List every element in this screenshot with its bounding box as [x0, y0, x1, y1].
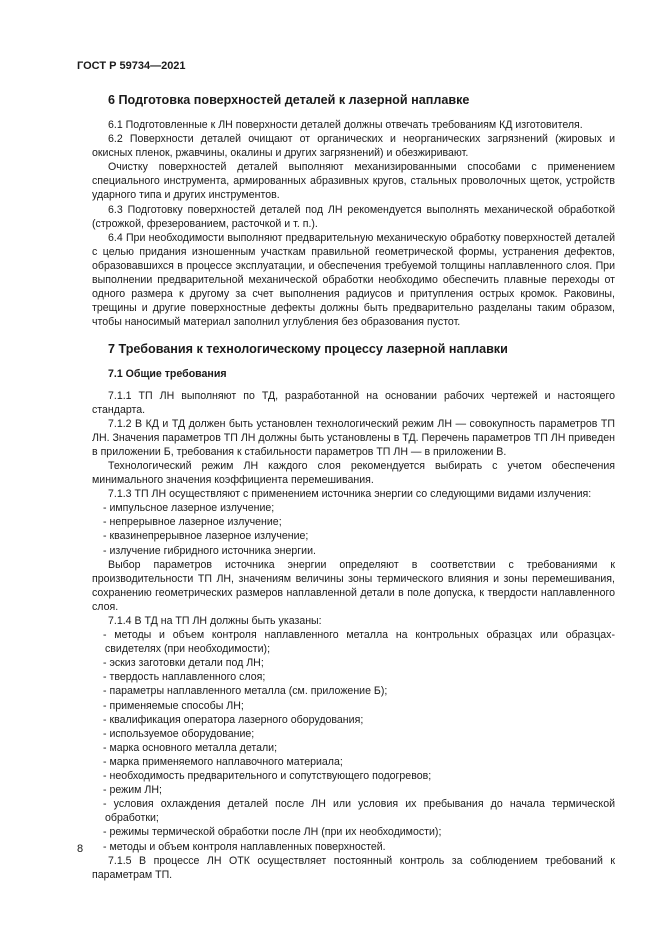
list-item: - непрерывное лазерное излучение; [103, 516, 282, 529]
paragraph-6-1: 6.1 Подготовленные к ЛН поверхности деталей должны отвечать требованиям КД изготовителя. [108, 119, 583, 131]
paragraph-7-1-2-mode: Технологический режим ЛН каждого слоя рекомендуется выбирать с учетом обеспечения минимального значения коэффициента перемешивания. [92, 459, 615, 487]
list-item: - условия охлаждения деталей после ЛН или условия их пребывания до начала термической обработки; [103, 798, 615, 825]
paragraph-6-4: 6.4 При необходимости выполняют предварительную механическую обработку поверхностей деталей с целью придания изношенным участкам правильной геометрической формы, устранения дефектов, образовавшихся в процессе эксплуатации, и обеспечения требуемой толщины наплавленного слоя. При выполнении предварительной механической обработки необходимо обеспечить плавные переходы от одного размера к другому за счет выполнения радиусов и притупления острых кромок. Раковины, трещины и другие поверхностные дефекты должны быть предварительно разделаны таким образом, чтобы наносимый материал заполнил углубления без образования пустот. [92, 231, 615, 329]
paragraph-7-1-3: 7.1.3 ТП ЛН осуществляют с применением источника энергии со следующими видами излучения: [108, 488, 592, 501]
list-item: - параметры наплавленного металла (см. приложение Б); [103, 685, 388, 698]
list-item: - импульсное лазерное излучение; [103, 502, 275, 515]
paragraph-6-3: 6.3 Подготовку поверхностей деталей под ЛН рекомендуется выполнять механической обработкой (строжкой, фрезерованием, расточкой и т. п.). [92, 203, 615, 230]
subsection-7-1-title: 7.1 Общие требования [108, 368, 227, 381]
list-item: - эскиз заготовки детали под ЛН; [103, 657, 264, 670]
list-item: - режим ЛН; [103, 784, 162, 797]
page-number: 8 [77, 843, 84, 855]
list-item: - твердость наплавленного слоя; [103, 671, 266, 684]
paragraph-7-1-1: 7.1.1 ТП ЛН выполняют по ТД, разработанной на основании рабочих чертежей и настоящего стандарта. [92, 389, 615, 416]
list-item: - используемое оборудование; [103, 727, 255, 740]
paragraph-6-2-cleaning: Очистку поверхностей деталей выполняют механизированными способами с применением специального инструмента, армированных абразивных кругов, стальных проволочных щеток, устройств ударного типа и других инструментов. [92, 161, 615, 202]
document-header: ГОСТ Р 59734—2021 [77, 60, 186, 72]
list-item: - режимы термической обработки после ЛН (при их необходимости); [103, 826, 442, 839]
list-item: - квалификация оператора лазерного оборудования; [103, 713, 364, 726]
td-requirements-list [92, 628, 615, 854]
section-7-title: 7 Требования к технологическому процессу лазерной наплавки [108, 342, 508, 357]
paragraph-6-2: 6.2 Поверхности деталей очищают от органических и неорганических загрязнений (жировых и окисных пленок, ржавчины, окалины и других загрязнений) и обезжиривают. [92, 133, 615, 160]
list-item: - излучение гибридного источника энергии. [103, 544, 316, 557]
list-item: - необходимость предварительного и сопутствующего подогревов; [103, 770, 432, 783]
section-6-title: 6 Подготовка поверхностей деталей к лазерной наплавке [108, 93, 470, 107]
list-item: - квазинепрерывное лазерное излучение; [103, 530, 309, 543]
list-item: - марка применяемого наплавочного материала; [103, 755, 343, 768]
paragraph-7-1-5: 7.1.5 В процессе ЛН ОТК осуществляет постоянный контроль за соблюдением требований к параметрам ТП. [92, 854, 615, 881]
paragraph-7-1-4: 7.1.4 В ТД на ТП ЛН должны быть указаны: [108, 615, 322, 627]
list-item: - применяемые способы ЛН; [103, 699, 244, 712]
list-item: - методы и объем контроля наплавленных поверхностей. [103, 840, 386, 853]
paragraph-7-1-2: 7.1.2 В КД и ТД должен быть установлен технологический режим ЛН — совокупность параметров ТП ЛН. Значения параметров ТП ЛН должны быть установлены в ТД. Перечень параметров ТП ЛН приведен в приложении Б, требования к стабильности параметров ТП ЛН — в приложении В. [92, 417, 615, 458]
list-item: - методы и объем контроля наплавленного металла на контрольных образцах или образцах-свидетелях (при необходимости); [103, 629, 615, 656]
radiation-types-list [92, 501, 615, 557]
list-item: - марка основного металла детали; [103, 741, 278, 754]
page-body [92, 92, 615, 882]
paragraph-7-1-3-selection: Выбор параметров источника энергии определяют в соответствии с требованиями к производительности ТП ЛН, значениям величины зоны термического влияния и зоны перемешивания, сохранению геометрических размеров наплавленной детали в поле допуска, к твердости наплавленного слоя. [92, 558, 615, 613]
